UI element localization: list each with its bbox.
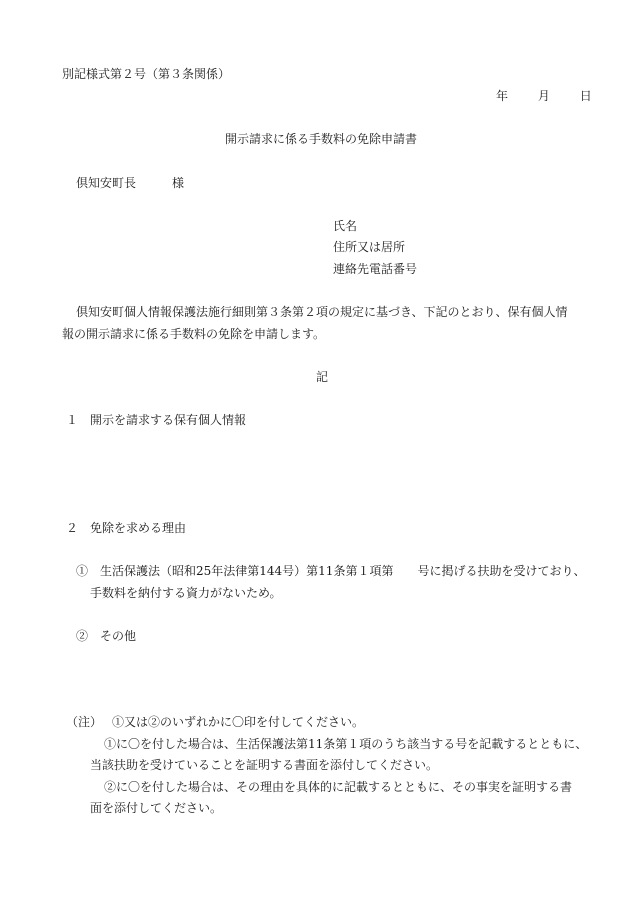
note-3-line-1: ②に〇を付した場合は、その理由を具体的に記載するとともに、その事実を証明する書 [104,780,573,794]
note-2-line-2: 当該扶助を受けていることを証明する書面を添付してください。 [90,758,439,772]
applicant-address-label: 住所又は居所 [333,240,406,254]
applicant-phone-label: 連絡先電話番号 [333,262,418,276]
document-title: 開示請求に係る手数料の免除申請書 [225,132,418,146]
item-2-heading: ２ 免除を求める理由 [66,521,187,535]
body-line-2: 報の開示請求に係る手数料の免除を申請します。 [62,327,326,341]
note-3-line-2: 面を添付してください。 [90,801,223,815]
reason-1-line-1: ① 生活保護法（昭和25年法律第144号）第11条第１項第 号に掲げる扶助を受けており、 [76,564,586,578]
note-2-line-1: ①に〇を付した場合は、生活保護法第11条第１項のうち該当する号を記載するとともに、 [104,737,588,751]
reason-2: ② その他 [76,629,137,643]
form-number: 別記様式第２号（第３条関係） [62,67,231,81]
note-1: ①又は②のいずれかに〇印を付してください。 [112,715,365,729]
addressee-honorific: 様 [172,176,185,190]
ki-heading: 記 [316,370,329,384]
date-month: 月 [537,89,550,103]
applicant-name-label: 氏名 [333,219,358,233]
date-day: 日 [579,89,592,103]
date-line [496,90,592,102]
body-line-1: 倶知安町個人情報保護法施行細則第３条第２項の規定に基づき、下記のとおり、保有個人情 [76,305,568,319]
item-1-heading: １ 開示を請求する保有個人情報 [66,413,247,427]
date-year: 年 [496,89,509,103]
addressee-name: 倶知安町長 [76,176,137,190]
note-label: （注） [66,715,103,729]
reason-1-line-2: 手数料を納付する資力がないため。 [90,586,282,600]
